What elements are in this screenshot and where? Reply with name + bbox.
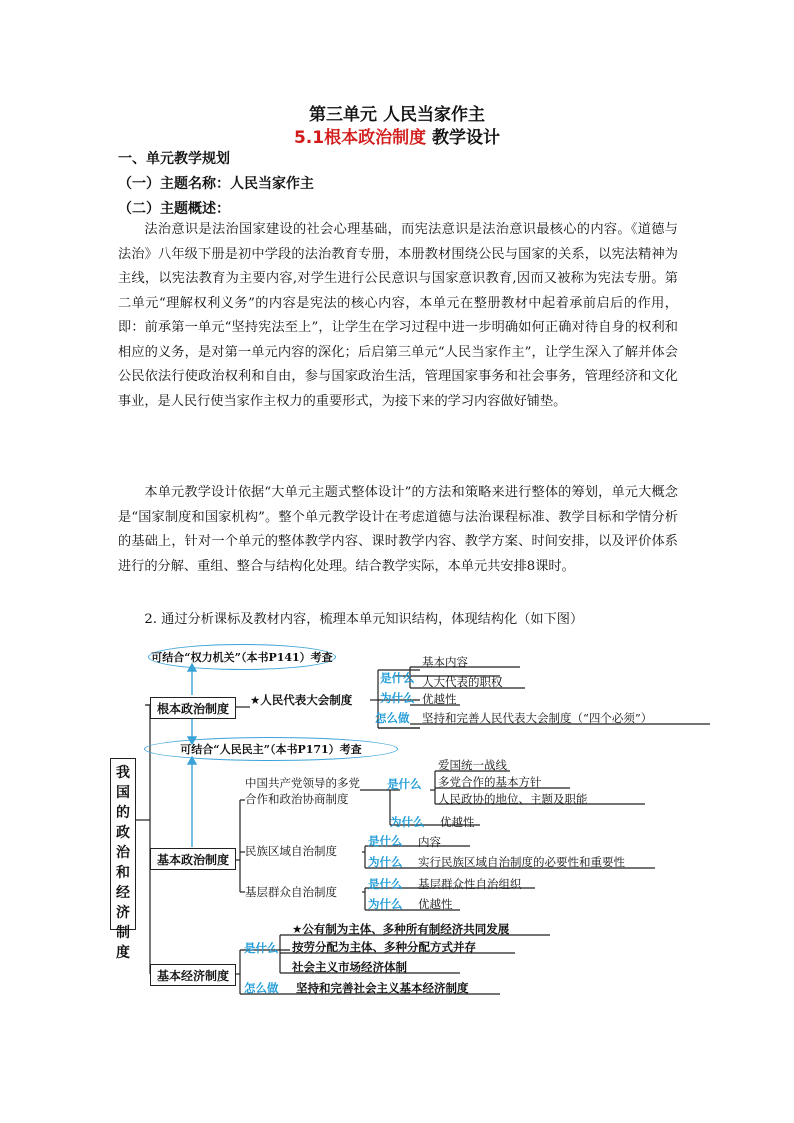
grassroots-autonomy: 基层群众自治制度 — [245, 885, 337, 899]
label-cpc-why: 为什么 — [390, 815, 425, 829]
item-basic-content: 基本内容 — [422, 655, 468, 669]
ellipse-hint-peoples-democracy: 可结合“人民民主”（本书P171）考查 — [144, 737, 398, 761]
subsection-topic-overview: （二）主题概述： — [118, 201, 230, 217]
paragraph-1: 法治意识是法治国家建设的社会心理基础，而宪法意识是法治意识最核心的内容。《道德与法治》八年级下册是初中学段的法治教育专册，本册教材围绕公民与国家的关系，以宪法精神为主线，以宪法教育为主要内容,对学生进行公民意识与国家意识教育,因而又被称为宪法专册。第二单元“理解权利义务”的内容是宪法的核心内容，本单元在整册教材中起着承前启后的作用，即：前承第一单元“坚持宪法至上”，让学生在学习过程中进一步明确如何正确对待自身的权利和相应的义务，是对第一单元内容的深化；后启第三单元“人民当家作主”，让学生深入了解并体会公民依法行使政治权利和自由，参与国家政治生活，管理国家事务和社会事务，管理经济和文化事业，是人民行使当家作主权力的重要形式，为接下来的学习内容做好铺垫。 — [118, 222, 678, 409]
npc-system: ★人民代表大会制度 — [250, 693, 353, 707]
label-economic-how: 怎么做 — [244, 981, 279, 995]
item-improve-npc: 坚持和完善人民代表大会制度（“四个必须”） — [422, 711, 653, 725]
item-united-front: 爱国统一战线 — [438, 758, 507, 772]
label-how: 怎么做 — [375, 711, 410, 725]
item-ethnic-necessity: 实行民族区域自治制度的必要性和重要性 — [418, 855, 625, 869]
page-subtitle — [0, 123, 794, 148]
page-title: 第三单元 人民当家作主 — [309, 105, 485, 125]
root-box: 我国的政治和经济制度 — [110, 758, 136, 930]
item-basic-policy: 多党合作的基本方针 — [438, 775, 542, 789]
item-grass-superiority: 优越性 — [418, 897, 453, 911]
ethnic-autonomy: 民族区域自治制度 — [245, 844, 337, 858]
label-what: 是什么 — [380, 671, 415, 685]
ellipse-hint-power-organ: 可结合“权力机关”（本书P141）考查 — [148, 644, 336, 670]
item-ethnic-content: 内容 — [418, 835, 441, 849]
item-improve-economic: 坚持和完善社会主义基本经济制度 — [296, 981, 469, 995]
label-cpc-what: 是什么 — [387, 777, 422, 791]
item-grass-organization: 基层群众性自治组织 — [418, 877, 522, 891]
cpc-cooperation-line1: 中国共产党领导的多党 — [245, 776, 360, 790]
item-cppcc: 人民政协的地位、主题及职能 — [438, 792, 588, 806]
paragraph-2: 本单元教学设计依据“大单元主题式整体设计”的方法和策略来进行整体的筹划，单元大概念是“国家制度和国家机构”。整个单元教学设计在考虑道德与法治课程标准、教学目标和学情分析的基础上，针对一个单元的整体教学内容、课时教学内容、教学方案、时间安排，以及评价体系进行的分解、重组、整合与结构化处理。结合教学实际，本单元共安排8课时。 — [118, 485, 678, 574]
label-ethnic-what: 是什么 — [368, 834, 403, 848]
item-deputy-powers: 人大代表的职权 — [422, 675, 503, 689]
item-public-ownership: ★公有制为主体、多种所有制经济共同发展 — [292, 922, 510, 936]
section-heading: 一、单元教学规划 — [118, 151, 230, 167]
box-fundamental-political-system: 根本政治制度 — [150, 697, 236, 719]
item-market-economy: 社会主义市场经济体制 — [292, 960, 407, 974]
knowledge-structure-diagram — [100, 640, 720, 1005]
item-distribution: 按劳分配为主体、多种分配方式并存 — [292, 940, 476, 954]
label-why: 为什么 — [380, 691, 415, 705]
subsection-topic-name: （一）主题名称：人民当家作主 — [118, 176, 314, 192]
item-cpc-superiority: 优越性 — [440, 815, 475, 829]
cpc-cooperation-line2: 合作和政治协商制度 — [245, 792, 349, 806]
label-economic-what: 是什么 — [244, 941, 279, 955]
label-grass-why: 为什么 — [368, 897, 403, 911]
paragraph-3: 2. 通过分析课标及教材内容，梳理本单元知识结构，体现结构化（如下图） — [144, 612, 584, 627]
box-basic-political-system: 基本政治制度 — [150, 848, 236, 870]
subtitle-red: 5.1根本政治制度 — [293, 128, 427, 148]
item-superiority: 优越性 — [422, 692, 457, 706]
subtitle-rest: 教学设计 — [426, 128, 501, 148]
box-basic-economic-system: 基本经济制度 — [150, 964, 236, 986]
label-grass-what: 是什么 — [368, 877, 403, 891]
label-ethnic-why: 为什么 — [368, 855, 403, 869]
